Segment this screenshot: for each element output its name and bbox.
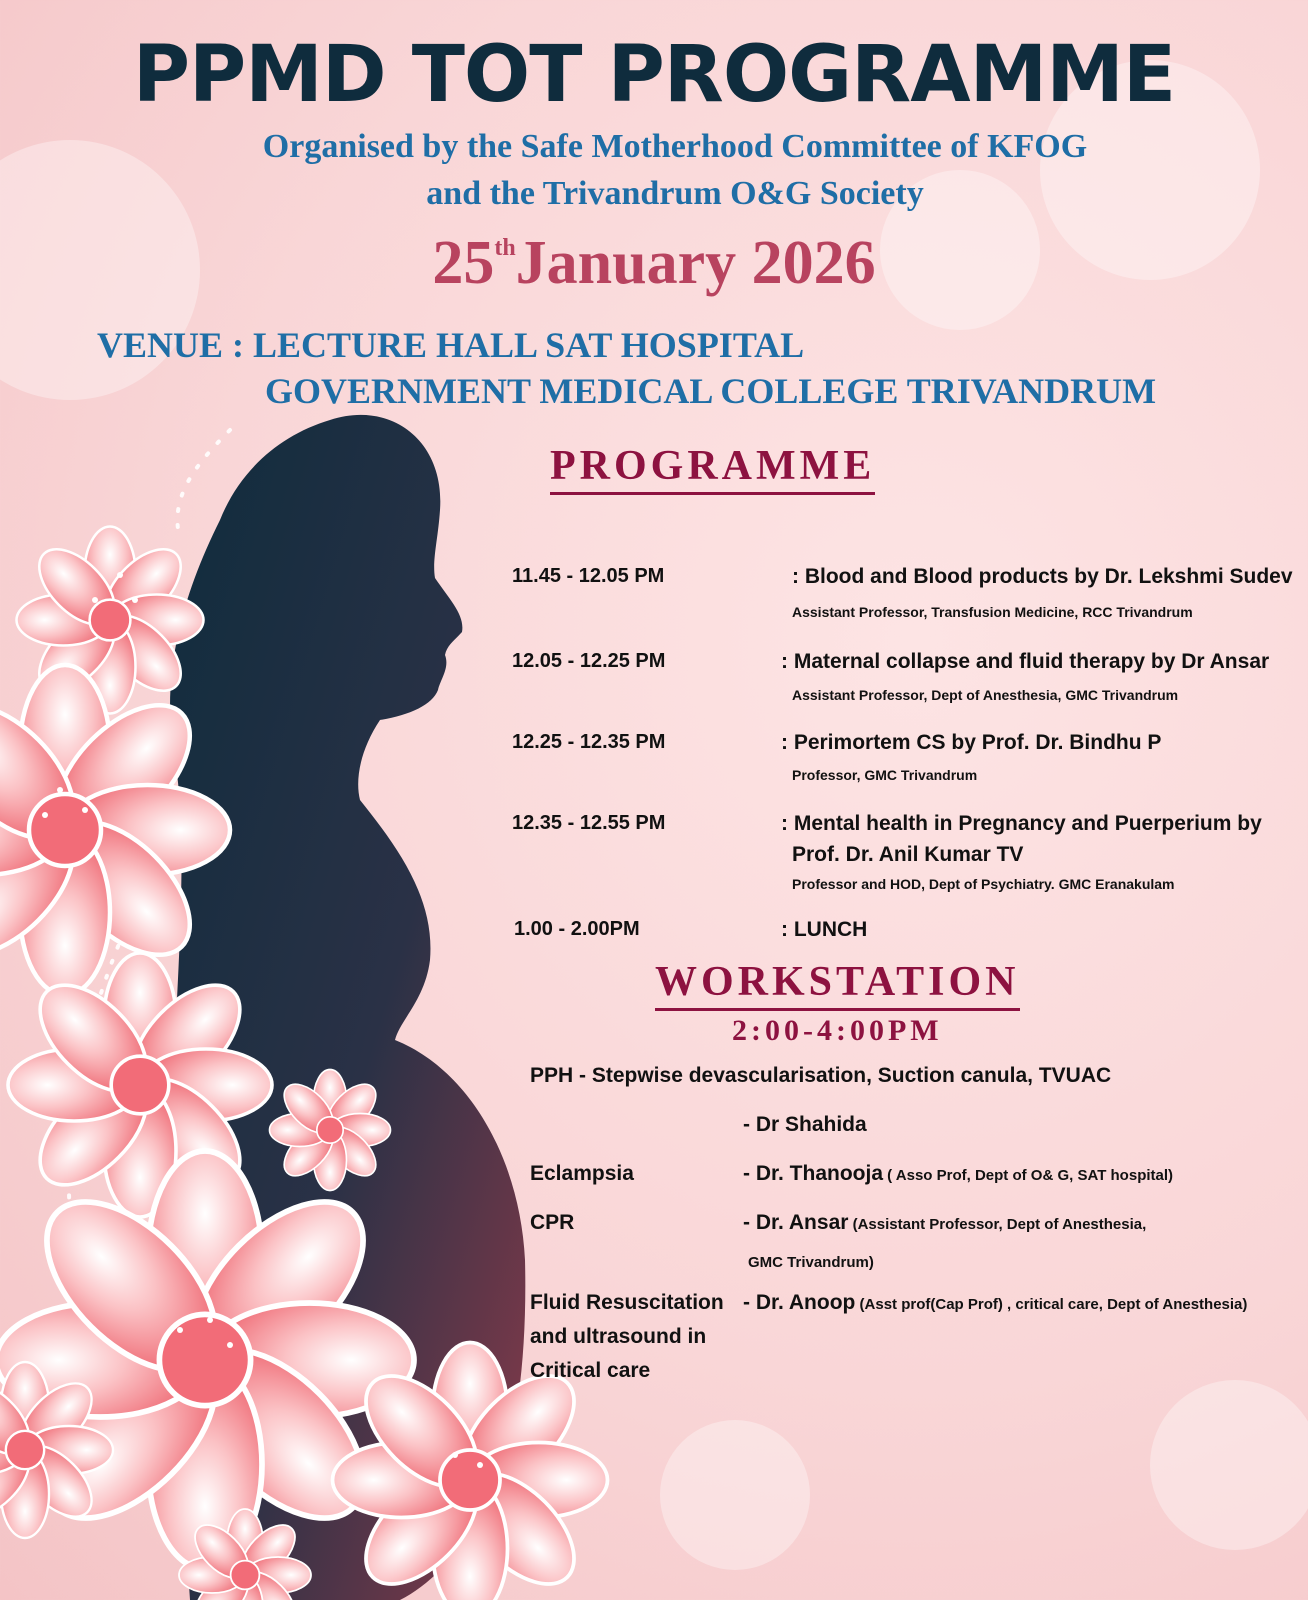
session-time: 12.05 - 12.25 PM: [512, 650, 666, 672]
venue-line-2: GOVERNMENT MEDICAL COLLEGE TRIVANDRUM: [265, 371, 1157, 411]
workstation-faculty: - Dr Shahida: [743, 1113, 867, 1136]
session-topic: : Mental health in Pregnancy and Puerperium by: [781, 812, 1262, 835]
session-affiliation: Professor and HOD, Dept of Psychiatry. GMC Eranakulam: [792, 876, 1175, 892]
faculty-note: (Asst prof(Cap Prof) , critical care, Dept of Anesthesia): [855, 1296, 1248, 1313]
session-time: 12.35 - 12.55 PM: [512, 812, 666, 834]
workstation-time: 2:00-4:00PM: [732, 1014, 943, 1047]
venue: [97, 322, 1156, 414]
organiser-line-1: Organised by the Safe Motherhood Committee of KFOG: [262, 128, 1088, 165]
session-time: 11.45 - 12.05 PM: [512, 565, 665, 587]
session-affiliation: Assistant Professor, Dept of Anesthesia, GMC Trivandrum: [792, 687, 1179, 703]
workstation-topic-line-3: Critical care: [530, 1359, 651, 1382]
workstation-topic: [530, 1286, 724, 1388]
session-topic: : Perimortem CS by Prof. Dr. Bindhu P: [781, 731, 1162, 754]
workstation-topic-line-2: and ultrasound in: [530, 1325, 707, 1348]
faculty-name: - Dr. Ansar: [743, 1211, 849, 1234]
date-suffix: th: [494, 235, 516, 262]
session-topic: : Maternal collapse and fluid therapy by Dr Ansar: [781, 650, 1270, 673]
faculty-note: (Assistant Professor, Dept of Anesthesia,: [848, 1216, 1147, 1233]
faculty-name: - Dr. Anoop: [743, 1291, 856, 1314]
workstation-faculty: [743, 1286, 1247, 1322]
session-time: 12.25 - 12.35 PM: [512, 731, 666, 753]
event-date: [0, 228, 1308, 299]
organiser-line-2: and the Trivandrum O&G Society: [426, 175, 924, 212]
faculty-name: - Dr. Thanooja: [743, 1162, 884, 1185]
workstation-topic: Eclampsia: [530, 1162, 634, 1185]
venue-line-1: VENUE : LECTURE HALL SAT HOSPITAL: [97, 325, 805, 365]
workstation-faculty: [743, 1157, 1173, 1193]
flower-icon: [270, 1070, 391, 1191]
workstation-faculty: [743, 1206, 1146, 1242]
session-time: 1.00 - 2.00PM: [514, 918, 640, 940]
date-day: 25: [432, 229, 495, 297]
workstation-heading: WORKSTATION: [655, 958, 1020, 1011]
session-affiliation: Professor, GMC Trivandrum: [792, 767, 978, 783]
workstation-topic: CPR: [530, 1211, 575, 1234]
session-affiliation: Assistant Professor, Transfusion Medicine, RCC Trivandrum: [792, 604, 1193, 620]
session-topic: : LUNCH: [781, 918, 868, 941]
programme-heading: PROGRAMME: [550, 442, 875, 495]
workstation-topic-line-1: Fluid Resuscitation: [530, 1291, 724, 1314]
faculty-note: ( Asso Prof, Dept of O& G, SAT hospital): [883, 1167, 1174, 1184]
faculty-note-line-2: GMC Trivandrum): [748, 1254, 874, 1271]
session-topic: : Blood and Blood products by Dr. Lekshmi Sudev: [792, 565, 1293, 588]
session-topic-line-2: Prof. Dr. Anil Kumar TV: [792, 843, 1024, 866]
workstation-topic: PPH - Stepwise devascularisation, Suction canula, TVUAC: [530, 1064, 1112, 1087]
date-rest: January 2026: [515, 229, 876, 297]
page-title: PPMD TOT PROGRAMME: [132, 30, 1176, 120]
